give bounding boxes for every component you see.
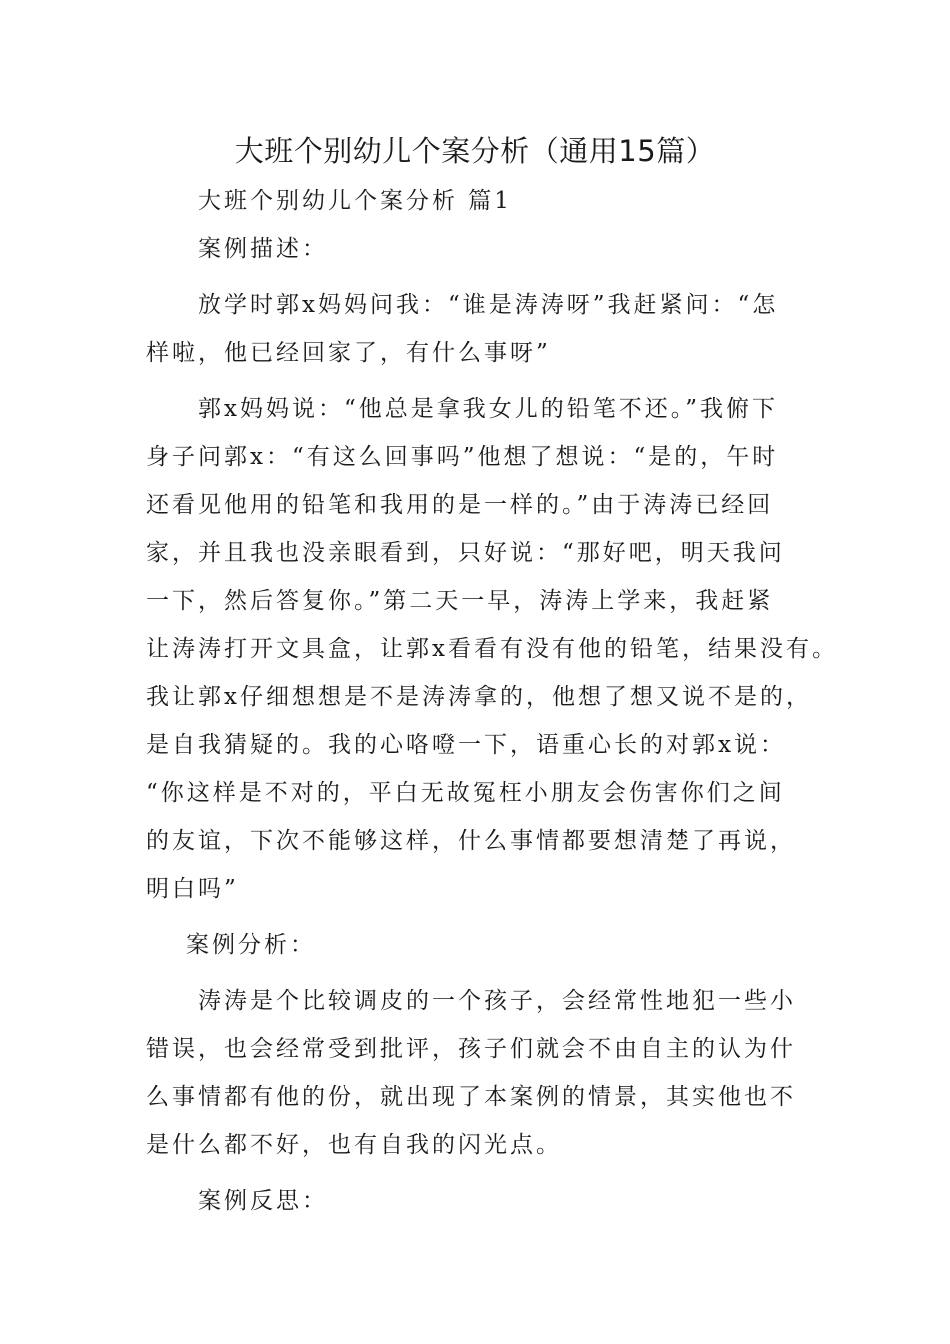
document-title: 大班个别幼儿个案分析（通用15篇） (234, 134, 716, 168)
body-block-1 (146, 177, 838, 1225)
paragraph-line: 一下，然后答复你。”第二天一早，涛涛上学来，我赶紧 (146, 588, 774, 614)
paragraph-line: 是自我猜疑的。我的心咯噔一下，语重心长的对郭x说： (146, 732, 786, 758)
paragraph-line: 是什么都不好，也有自我的闪光点。 (146, 1132, 562, 1158)
paragraph-line: “你这样是不对的，平白无故冤枉小朋友会伤害你们之间 (146, 780, 785, 806)
paragraph-line: 明白吗” (146, 876, 239, 902)
section-heading: 大班个别幼儿个案分析 篇1 (198, 188, 512, 214)
paragraph-line: 放学时郭x妈妈问我：“谁是涛涛呀”我赶紧问：“怎 (198, 292, 779, 318)
paragraph-line: 错误，也会经常受到批评，孩子们就会不由自主的认为什 (146, 1036, 796, 1062)
paragraph-line: 样啦，他已经回家了，有什么事呀” (146, 340, 551, 366)
paragraph-line: 身子问郭x：“有这么回事吗”他想了想说：“是的，午时 (146, 444, 779, 470)
paragraph-line: 郭x妈妈说：“他总是拿我女儿的铅笔不还。”我俯下 (198, 396, 778, 422)
paragraph-line: 让涛涛打开文具盒，让郭x看看有没有他的铅笔，结果没有。 (146, 636, 838, 662)
subsection-heading: 案例分析： (186, 932, 316, 958)
paragraph-line: 涛涛是个比较调皮的一个孩子，会经常性地犯一些小 (198, 988, 796, 1014)
paragraph-line: 家，并且我也没亲眼看到，只好说：“那好吧，明天我问 (146, 540, 785, 566)
paragraph-line: 还看见他用的铅笔和我用的是一样的。”由于涛涛已经回 (146, 492, 774, 518)
paragraph-line: 么事情都有他的份，就出现了本案例的情景，其实他也不 (146, 1084, 796, 1110)
paragraph-line: 的友谊，下次不能够这样，什么事情都要想清楚了再说， (146, 828, 796, 854)
subsection-heading: 案例描述： (198, 236, 328, 262)
subsection-heading: 案例反思： (198, 1188, 328, 1214)
paragraph-line: 我让郭x仔细想想是不是涛涛拿的，他想了想又说不是的， (146, 684, 812, 710)
